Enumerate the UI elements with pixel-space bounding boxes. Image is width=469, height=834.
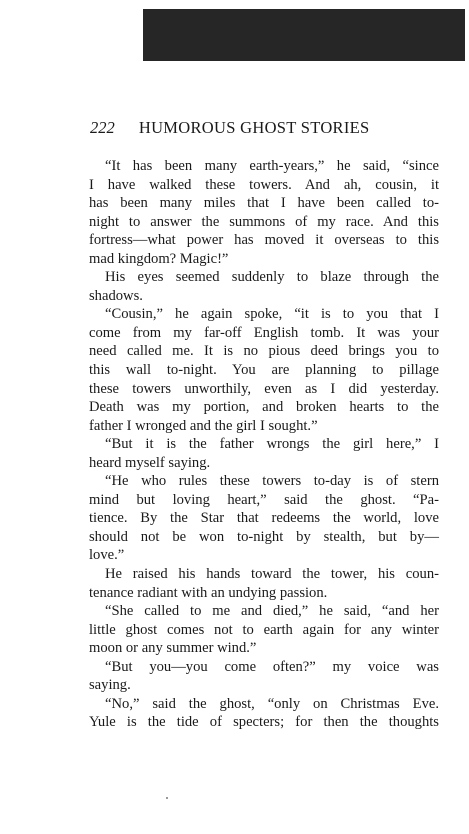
- text-line: father I wronged and the girl I sought.”: [89, 417, 318, 434]
- text-line: little ghost comes not to earth again for any winter: [89, 621, 439, 638]
- text-line: should not be won to-night by stealth, but by—: [89, 528, 439, 545]
- text-line: saying.: [89, 677, 131, 694]
- text-line: tenance radiant with an undying passion.: [89, 584, 328, 601]
- text-line: His eyes seemed suddenly to blaze through the: [105, 269, 439, 286]
- text-line: I have walked these towers. And ah, cousin, it: [89, 176, 439, 193]
- text-line: Yule is the tide of specters; for then the thoughts: [89, 714, 439, 731]
- text-line: this wall to-night. You are planning to pillage: [89, 362, 439, 379]
- text-line: come from my far-off English tomb. It was your: [89, 324, 439, 341]
- text-line: mind but loving heart,” said the ghost. “Pa-: [89, 491, 439, 508]
- text-line: night to answer the summons of my race. And this: [89, 213, 439, 230]
- text-line: these towers unworthily, even as I did yesterday.: [89, 380, 439, 397]
- scan-dark-bar: [143, 9, 465, 61]
- text-line: “Cousin,” he again spoke, “it is to you that I: [105, 306, 439, 323]
- text-line: Death was my portion, and broken hearts to the: [89, 399, 439, 416]
- text-line: “But you—you come often?” my voice was: [105, 658, 439, 675]
- text-line: tience. By the Star that redeems the world, love: [89, 510, 439, 527]
- text-line: heard myself saying.: [89, 454, 211, 471]
- scan-speck: [166, 797, 168, 799]
- running-head: [90, 118, 450, 138]
- text-line: “But it is the father wrongs the girl here,” I: [105, 436, 439, 453]
- text-line: has been many miles that I have been called to-: [89, 195, 439, 212]
- page-number: 222: [90, 118, 115, 137]
- text-line: love.”: [89, 547, 125, 564]
- text-line: need called me. It is no pious deed brings you to: [89, 343, 439, 360]
- text-line: fortress—what power has moved it overseas to this: [89, 232, 439, 249]
- text-line: “It has been many earth-years,” he said, “since: [105, 158, 439, 174]
- text-line: mad kingdom? Magic!”: [89, 250, 229, 267]
- running-title: HUMOROUS GHOST STORIES: [138, 118, 370, 137]
- text-line: “He who rules these towers to-day is of stern: [105, 473, 439, 490]
- text-line: shadows.: [89, 287, 143, 304]
- text-line: “No,” said the ghost, “only on Christmas Eve.: [105, 695, 439, 712]
- page-text: [89, 157, 439, 732]
- text-line: He raised his hands toward the tower, his coun-: [105, 566, 439, 583]
- text-line: “She called to me and died,” he said, “and her: [105, 603, 439, 620]
- text-line: moon or any summer wind.”: [89, 640, 257, 657]
